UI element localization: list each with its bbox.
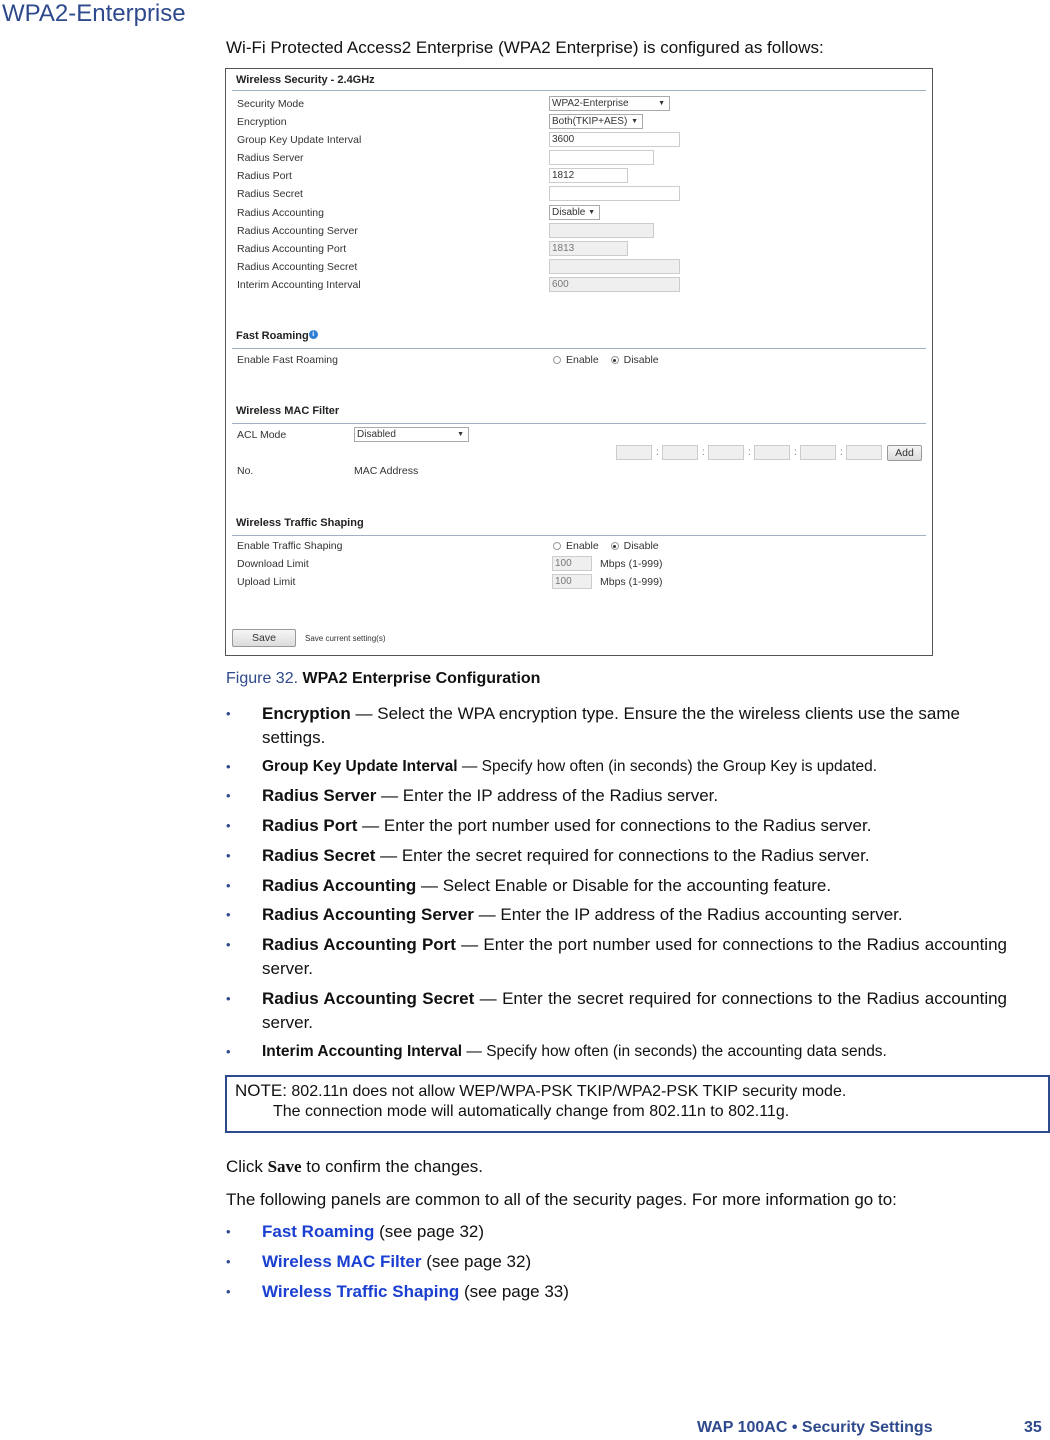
bullet-term: Radius Accounting	[262, 876, 417, 895]
chevron-down-icon: ▼	[588, 209, 595, 216]
list-item	[226, 814, 1016, 838]
list-item	[226, 702, 1016, 750]
radius-port-label: Radius Port	[237, 170, 292, 182]
fast-roaming-link[interactable]: Fast Roaming	[262, 1222, 375, 1241]
mac-separator: :	[656, 447, 659, 458]
bullet-desc: — Enter the secret required for connections to the Radius accounting server.	[262, 989, 1008, 1032]
bullet-icon: •	[226, 1044, 231, 1059]
bullet-icon: •	[226, 788, 231, 803]
download-unit: Mbps (1-999)	[600, 558, 663, 570]
caption-prefix: Figure 32.	[226, 670, 299, 687]
radio-label: Disable	[623, 540, 659, 552]
list-item	[226, 933, 1016, 981]
group-key-input[interactable]: 3600	[549, 132, 680, 147]
chevron-down-icon: ▼	[658, 100, 665, 107]
traffic-enable-radio[interactable]	[553, 542, 561, 550]
bullet-desc: — Specify how often (in seconds) the Group Key is updated.	[457, 758, 878, 775]
chevron-down-icon: ▼	[631, 118, 638, 125]
bullet-icon: •	[226, 1224, 231, 1239]
bullet-icon: •	[226, 706, 231, 721]
section-divider	[232, 348, 926, 349]
radius-secret-label: Radius Secret	[237, 188, 303, 200]
mac-separator: :	[748, 447, 751, 458]
bullet-term: Radius Accounting Secret	[262, 989, 475, 1008]
security-mode-value: WPA2-Enterprise	[552, 98, 629, 109]
traffic-shaping-link[interactable]: Wireless Traffic Shaping	[262, 1282, 460, 1301]
mac-separator: :	[794, 447, 797, 458]
section-wireless-security: Wireless Security - 2.4GHz	[236, 74, 375, 86]
save-hint: Save current setting(s)	[305, 634, 386, 643]
list-item	[226, 1040, 1016, 1064]
click-save-word: Save	[267, 1157, 302, 1176]
radio-label: Enable	[566, 354, 599, 366]
acct-server-label: Radius Accounting Server	[237, 225, 358, 237]
traffic-disable-radio[interactable]	[611, 542, 619, 550]
common-panels-text: The following panels are common to all of the security pages. For more information go to:	[226, 1190, 897, 1209]
encryption-label: Encryption	[237, 116, 287, 128]
acct-secret-input[interactable]	[549, 259, 680, 274]
figure-caption	[226, 670, 540, 688]
bullet-term: Group Key Update Interval	[262, 758, 458, 775]
acl-mode-value: Disabled	[357, 429, 396, 440]
download-limit-input[interactable]: 100	[552, 556, 592, 571]
page-ref: (see page 33)	[459, 1282, 569, 1301]
bullet-term: Radius Port	[262, 816, 358, 835]
radius-accounting-label: Radius Accounting	[237, 207, 324, 219]
intro-text: Wi-Fi Protected Access2 Enterprise (WPA2 Enterprise) is configured as follows:	[226, 38, 824, 57]
note-box	[225, 1075, 1050, 1133]
interim-label: Interim Accounting Interval	[237, 279, 361, 291]
section-divider	[232, 535, 926, 536]
upload-limit-input[interactable]: 100	[552, 574, 592, 589]
page-ref: (see page 32)	[421, 1252, 532, 1271]
bullet-icon: •	[226, 759, 231, 774]
fast-roaming-disable-radio[interactable]	[611, 356, 619, 364]
save-button[interactable]: Save	[232, 629, 296, 647]
section-divider	[232, 90, 926, 91]
mac-octet-1[interactable]	[616, 445, 652, 460]
bullet-term: Encryption	[262, 704, 351, 723]
fast-roaming-radio-group	[553, 354, 659, 366]
download-limit-label: Download Limit	[237, 558, 309, 570]
bullet-icon: •	[226, 937, 231, 952]
acct-port-input[interactable]: 1813	[549, 241, 628, 256]
interim-input[interactable]: 600	[549, 277, 680, 292]
mac-octet-6[interactable]	[846, 445, 882, 460]
radius-accounting-select[interactable]	[549, 205, 600, 220]
click-save-post: to confirm the changes.	[301, 1157, 483, 1176]
bullet-icon: •	[226, 878, 231, 893]
link-item	[226, 1220, 1016, 1244]
bullet-desc: — Enter the secret required for connections to the Radius server.	[375, 846, 870, 865]
encryption-select[interactable]	[549, 114, 643, 129]
mac-separator: :	[840, 447, 843, 458]
list-item	[226, 874, 1016, 898]
col-mac-header: MAC Address	[354, 465, 419, 477]
acct-port-label: Radius Accounting Port	[237, 243, 347, 255]
bullet-desc: — Select the WPA encryption type. Ensure the the wireless clients use the same settings.	[262, 704, 960, 747]
enable-traffic-label: Enable Traffic Shaping	[237, 540, 343, 552]
acl-mode-select[interactable]	[354, 427, 469, 442]
list-item	[226, 844, 1016, 868]
bullet-desc: — Enter the port number used for connections to the Radius server.	[357, 816, 872, 835]
bullet-term: Radius Secret	[262, 846, 376, 865]
bullet-term: Interim Accounting Interval	[262, 1043, 463, 1060]
mac-octet-4[interactable]	[754, 445, 790, 460]
list-item	[226, 987, 1016, 1035]
fast-roaming-title: Fast Roaming	[236, 330, 309, 342]
bullet-icon: •	[226, 1284, 231, 1299]
bullet-desc: — Enter the port number used for connections to the Radius accounting server.	[262, 935, 1007, 978]
bullet-icon: •	[226, 1254, 231, 1269]
section-mac-filter: Wireless MAC Filter	[236, 405, 340, 417]
acl-mode-label: ACL Mode	[237, 429, 287, 441]
list-item	[226, 755, 1016, 779]
bullet-icon: •	[226, 907, 231, 922]
upload-unit: Mbps (1-999)	[600, 576, 663, 588]
add-mac-button[interactable]: Add	[887, 445, 922, 461]
section-divider	[232, 423, 926, 424]
list-item	[226, 903, 1016, 927]
bullet-term: Radius Accounting Port	[262, 935, 456, 954]
traffic-radio-group	[553, 540, 659, 552]
click-save-text	[226, 1157, 483, 1177]
note-line-1	[235, 1081, 1040, 1102]
security-mode-label: Security Mode	[237, 98, 305, 110]
fast-roaming-enable-radio[interactable]	[553, 356, 561, 364]
note-line-2: The connection mode will automatically change from 802.11n to 802.11g.	[273, 1103, 790, 1120]
radio-label: Disable	[623, 354, 659, 366]
mac-separator: :	[702, 447, 705, 458]
col-no-header: No.	[237, 465, 254, 477]
click-save-pre: Click	[226, 1157, 268, 1176]
mac-octet-3[interactable]	[708, 445, 744, 460]
mac-octet-5[interactable]	[800, 445, 836, 460]
info-icon[interactable]: i	[309, 330, 318, 339]
list-item	[226, 784, 1016, 808]
note-text: 802.11n does not allow WEP/WPA-PSK TKIP/WPA2-PSK TKIP security mode.	[286, 1083, 847, 1100]
bullet-icon: •	[226, 991, 231, 1006]
link-item	[226, 1250, 1016, 1274]
radius-accounting-value: Disable	[552, 207, 586, 218]
radius-server-input[interactable]	[549, 150, 654, 165]
bullet-term: Radius Server	[262, 786, 377, 805]
radius-server-label: Radius Server	[237, 152, 304, 164]
link-item	[226, 1280, 1016, 1304]
bullet-icon: •	[226, 848, 231, 863]
page-ref: (see page 32)	[374, 1222, 485, 1241]
bullet-desc: — Enter the IP address of the Radius server.	[376, 786, 719, 805]
mac-filter-link[interactable]: Wireless MAC Filter	[262, 1252, 422, 1271]
chevron-down-icon: ▼	[457, 431, 464, 438]
mac-octet-2[interactable]	[662, 445, 698, 460]
upload-limit-label: Upload Limit	[237, 576, 296, 588]
encryption-value: Both(TKIP+AES)	[552, 116, 628, 127]
bullet-term: Radius Accounting Server	[262, 905, 474, 924]
section-fast-roaming	[236, 330, 318, 342]
enable-fast-roaming-label: Enable Fast Roaming	[237, 354, 338, 366]
footer-page-number: 35	[1024, 1419, 1042, 1436]
footer-section: WAP 100AC • Security Settings	[697, 1419, 933, 1436]
bullet-desc: — Specify how often (in seconds) the accounting data sends.	[462, 1043, 887, 1060]
page-title: WPA2-Enterprise	[2, 0, 186, 27]
bullet-desc: — Enter the IP address of the Radius accounting server.	[473, 905, 903, 924]
acct-server-input[interactable]	[549, 223, 654, 238]
radio-label: Enable	[566, 540, 599, 552]
section-traffic-shaping: Wireless Traffic Shaping	[236, 517, 364, 529]
acct-secret-label: Radius Accounting Secret	[237, 261, 358, 273]
radius-port-input[interactable]: 1812	[549, 168, 628, 183]
note-key: NOTE:	[235, 1081, 287, 1100]
bullet-icon: •	[226, 818, 231, 833]
caption-title: WPA2 Enterprise Configuration	[302, 670, 541, 687]
bullet-desc: — Select Enable or Disable for the accounting feature.	[416, 876, 832, 895]
config-screenshot	[225, 68, 933, 656]
group-key-label: Group Key Update Interval	[237, 134, 362, 146]
radius-secret-input[interactable]	[549, 186, 680, 201]
security-mode-select[interactable]	[549, 96, 670, 111]
